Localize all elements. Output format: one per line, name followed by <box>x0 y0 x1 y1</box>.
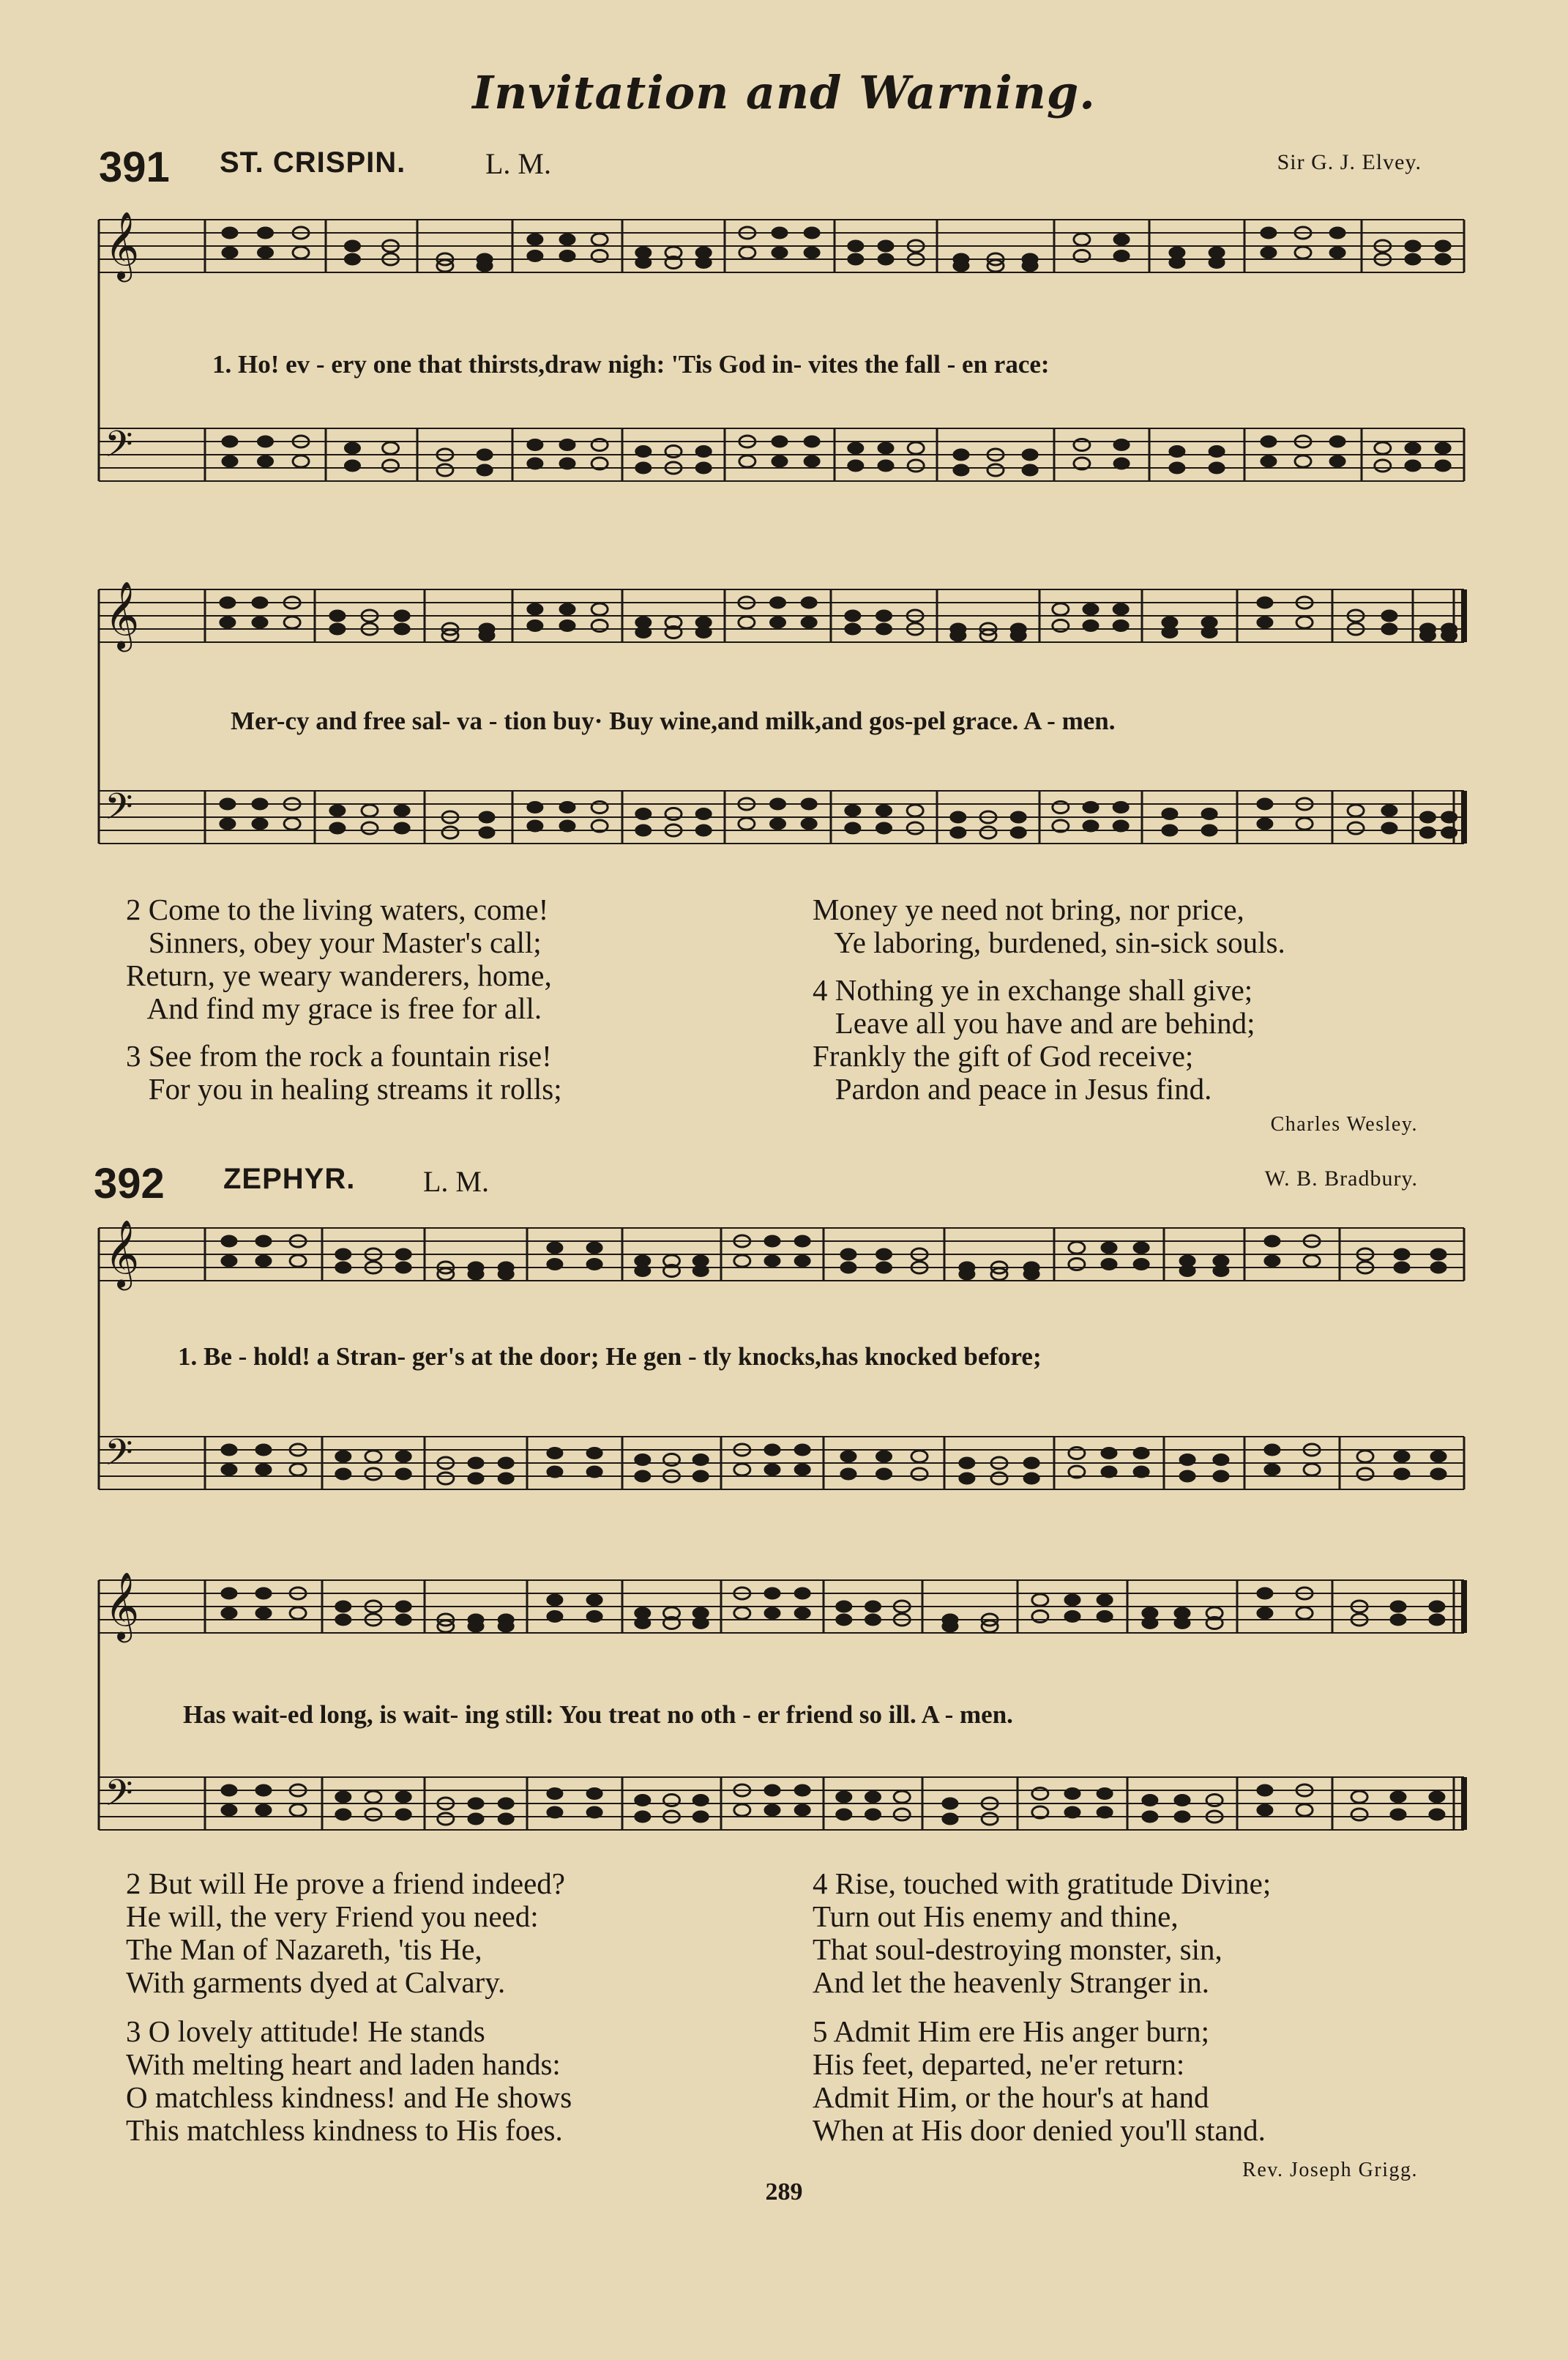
verse-391-3: 3 See from the rock a fountain rise! For you in healing streams it rolls; <box>126 1039 562 1106</box>
author-392: Rev. Joseph Grigg. <box>1242 2159 1418 2181</box>
tune-name-392: ZEPHYR. <box>223 1163 356 1195</box>
svg-text:𝄞: 𝄞 <box>105 211 140 279</box>
lyrics-391-line1: 1. Ho! ev - ery one that thirsts,draw nigh: 'Tis God in- vites the fall - en race: <box>212 350 1050 379</box>
svg-text:𝄞: 𝄞 <box>105 1219 140 1287</box>
svg-text:𝄢: 𝄢 <box>105 1772 133 1823</box>
author-391: Charles Wesley. <box>1270 1113 1418 1136</box>
svg-text:𝄞: 𝄞 <box>105 581 140 649</box>
svg-text:𝄞: 𝄞 <box>105 1571 140 1639</box>
section-title: Invitation and Warning. <box>472 66 1096 119</box>
meter-391: L. M. <box>485 147 551 180</box>
composer-391: Sir G. J. Elvey. <box>1277 150 1422 174</box>
verse-391-3-cont: Money ye need not bring, nor price, Ye laboring, burdened, sin-sick souls. <box>813 893 1285 959</box>
svg-text:𝄢: 𝄢 <box>105 423 133 474</box>
verse-392-5: 5 Admit Him ere His anger burn; His feet, departed, ne'er return: Admit Him, or the hour's at hand When at His door denied you'll stand. <box>813 2014 1266 2147</box>
verse-392-4: 4 Rise, touched with gratitude Divine; Turn out His enemy and thine, That soul-destroying monster, sin, And let the heavenly Stranger in. <box>813 1866 1272 1999</box>
verse-391-2: 2 Come to the living waters, come! Sinners, obey your Master's call; Return, ye weary wanderers, home, And find my grace is free for all. <box>126 893 552 1025</box>
verse-391-4: 4 Nothing ye in exchange shall give; Leave all you have and are behind; Frankly the gift of God receive; Pardon and peace in Jesus find. <box>813 973 1255 1106</box>
verse-392-2: 2 But will He prove a friend indeed? He will, the very Friend you need: The Man of Nazareth, 'tis He, With garments dyed at Calvary. <box>126 1866 566 1999</box>
page-number: 289 <box>765 2178 803 2205</box>
svg-text:𝄢: 𝄢 <box>105 1432 133 1483</box>
lyrics-392-line1: 1. Be - hold! a Stran- ger's at the door; He gen - tly knocks,has knocked before; <box>178 1342 1042 1371</box>
svg-text:𝄢: 𝄢 <box>105 786 133 837</box>
lyrics-392-line2: Has wait-ed long, is wait- ing still: You treat no oth - er friend so ill. A - men. <box>183 1700 1013 1729</box>
lyrics-391-line2: Mer-cy and free sal- va - tion buy· Buy wine,and milk,and gos-pel grace. A - men. <box>231 707 1116 735</box>
tune-name-391: ST. CRISPIN. <box>220 146 406 179</box>
hymn-number-391: 391 <box>99 144 170 191</box>
hymn-number-392: 392 <box>94 1160 165 1207</box>
meter-392: L. M. <box>423 1165 489 1198</box>
verse-392-3: 3 O lovely attitude! He stands With melting heart and laden hands: O matchless kindness! and He shows This matchless kindness to His foes. <box>126 2014 572 2147</box>
composer-392: W. B. Bradbury. <box>1264 1166 1418 1191</box>
